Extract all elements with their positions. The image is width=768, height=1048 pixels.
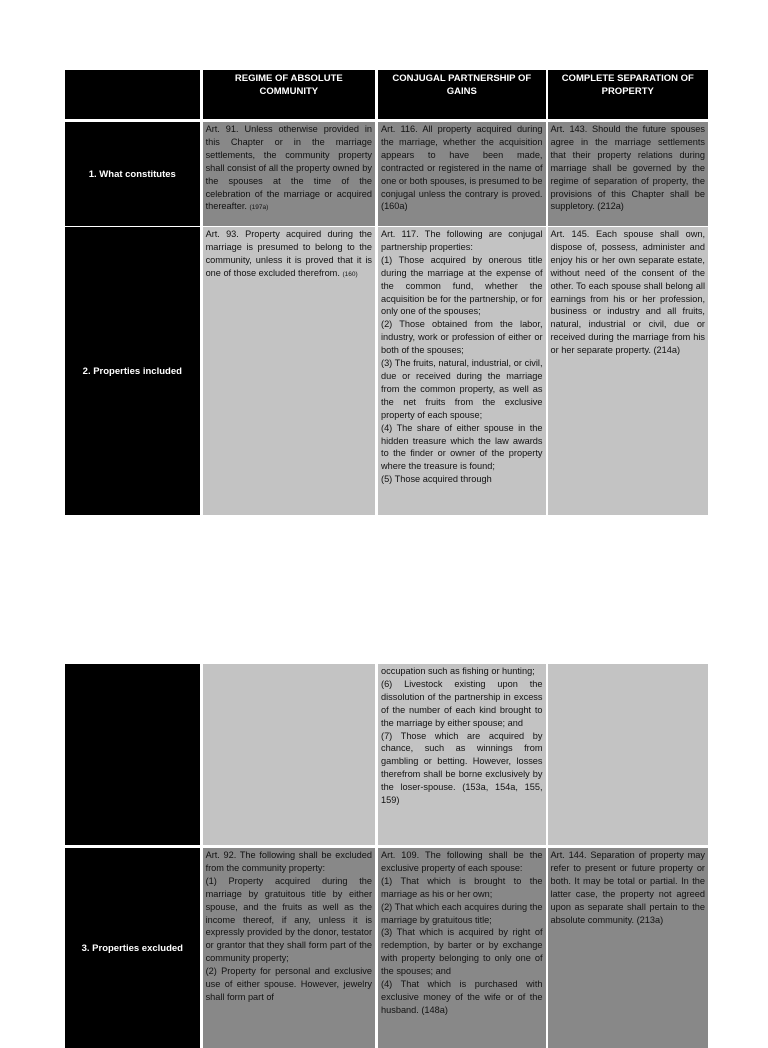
row-label-continued-blank [65,664,200,845]
row-label-properties-included: 2. Properties included [65,227,200,515]
header-row [65,70,708,119]
header-cell-blank [65,70,200,119]
article-text: Art. 93. Property acquired during the marriage is presumed to belong to the community, unless it is proved that it is one of those excluded therefrom. [205,229,375,278]
comparison-table-part-1 [65,70,708,515]
row-label-what-constitutes: 1. What constitutes [65,122,200,226]
cell-absolute-what-constitutes [203,122,375,226]
cell-absolute-properties-included [203,227,375,515]
row-label-properties-excluded: 3. Properties excluded [65,848,200,1048]
table-row [65,848,708,1048]
header-conjugal-partnership: CONJUGAL PARTNERSHIP OF GAINS [378,70,545,119]
cell-conjugal-properties-excluded: Art. 109. The following shall be the exclusive property of each spouse: (1) That which is brought to the marriage as his or her own; (2) That which each acquires during the marriage by gratuitous title; (3) That which is acquired by right of redemption, by barter or by exchange with property belonging to only one of the spouses; and (4) That which is purchased with exclusive money of the wife or of the husband. (148a) [378,848,545,1048]
cell-conjugal-what-constitutes: Art. 116. All property acquired during the marriage, whether the acquisition appears to have been made, contracted or registered in the name of one or both spouses, is presumed to be conjugal unless the contrary is proved. (160a) [378,122,545,226]
article-reference: (160) [342,270,358,278]
cell-conjugal-properties-included: Art. 117. The following are conjugal partnership properties: (1) Those acquired by onerous title during the marriage at the expense of the common fund, whether the acquisition be for the partnership, or for only one of the spouses; (2) Those obtained from the labor, industry, work or profession of either or both of the spouses; (3) The fruits, natural, industrial, or civil, due or received during the marriage from the common property, as well as the net fruits from the exclusive property of each spouse; (4) The share of either spouse in the hidden treasure which the law awards to the finder or owner of the property where the treasure is found; (5) Those acquired through [378,227,545,515]
cell-separation-continued [548,664,709,845]
cell-absolute-properties-excluded: Art. 92. The following shall be excluded from the community property: (1) Property acquired during the marriage by gratuitous title by either spouse, and the fruits as well as the income thereof, if any, unless it is expressly provided by the donor, testator or grantor that they shall form part of the community property; (2) Property for personal and exclusive use of either spouse. However, jewelry shall form part of [203,848,375,1048]
header-separation-of-property: COMPLETE SEPARATION OF PROPERTY [548,70,709,119]
comparison-table-part-2 [65,664,708,1048]
article-reference: (197a) [249,204,269,212]
table-row [65,227,708,515]
article-text: Art. 91. Unless otherwise provided in this Chapter or in the marriage settlements, the community property shall consist of all the property owned by the spouses at the time of the celebration of the marriage or acquired thereafter. [205,124,375,212]
cell-absolute-continued [203,664,375,845]
cell-conjugal-properties-included-continued: occupation such as fishing or hunting; (6) Livestock existing upon the dissolution of the partnership in excess of the number of each kind brought to the marriage by either spouse; and (7) Those which are acquired by chance, such as winnings from gambling or betting. However, losses therefrom shall be borne exclusively by the loser-spouse. (153a, 154a, 155, 159) [378,664,545,845]
table-row [65,664,708,845]
cell-separation-properties-included: Art. 145. Each spouse shall own, dispose of, possess, administer and enjoy his or her own separate estate, without need of the consent of the other. To each spouse shall belong all earnings from his or her profession, business or industry and all fruits, natural, industrial or civil, due or received during the marriage from his or her separate property. (214a) [548,227,709,515]
cell-separation-what-constitutes: Art. 143. Should the future spouses agree in the marriage settlements that their property relations during marriage shall be governed by the regime of separation of property, the provisions of this Chapter shall be suppletory. (212a) [548,122,709,226]
cell-separation-properties-excluded: Art. 144. Separation of property may refer to present or future property or both. It may be total or partial. In the latter case, the property not agreed upon as separate shall pertain to the absolute community. (213a) [548,848,709,1048]
header-absolute-community: REGIME OF ABSOLUTE COMMUNITY [203,70,375,119]
table-row [65,122,708,226]
